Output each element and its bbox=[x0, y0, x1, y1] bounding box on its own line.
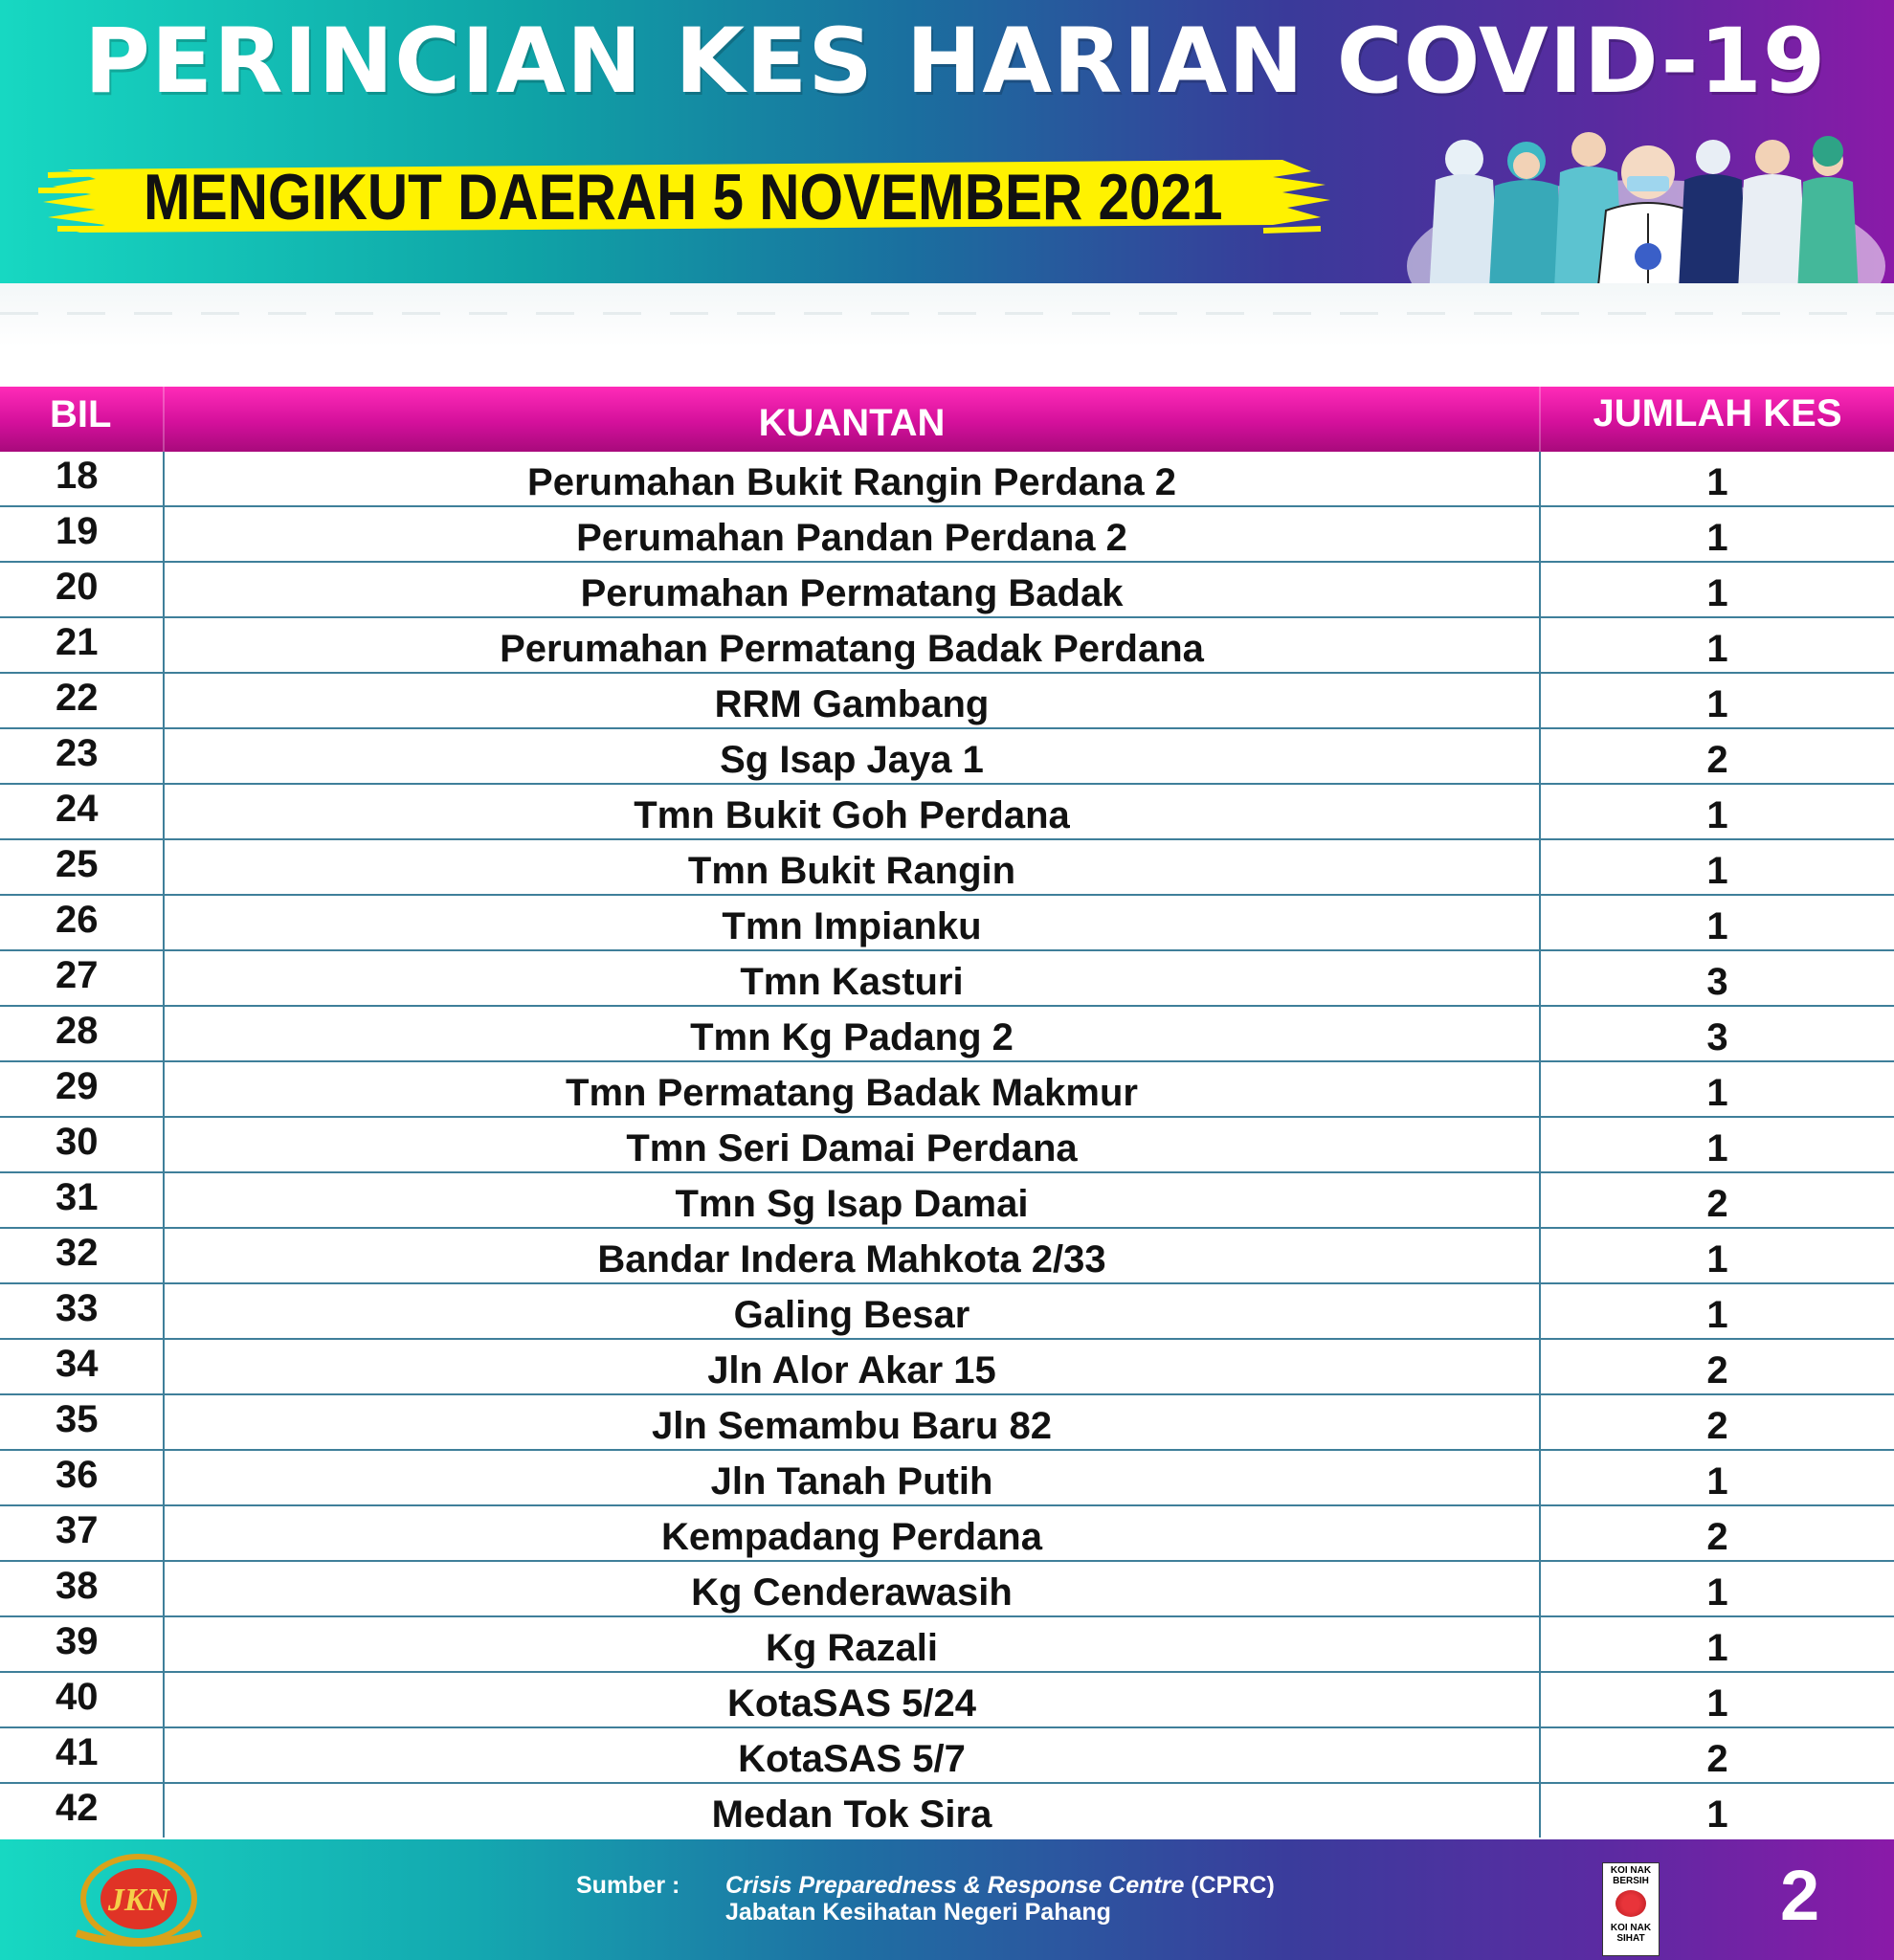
table-row bbox=[0, 1007, 1894, 1062]
row-case-count: 1 bbox=[1706, 1127, 1728, 1169]
row-location: Medan Tok Sira bbox=[163, 1784, 1541, 1838]
row-case-count: 2 bbox=[1706, 1183, 1728, 1225]
badge-top-text: KOI NAK BERSIH bbox=[1610, 1865, 1652, 1886]
row-location: Galing Besar bbox=[163, 1284, 1541, 1338]
table-row bbox=[0, 840, 1894, 896]
table-row bbox=[0, 1562, 1894, 1617]
footer-bar bbox=[0, 1839, 1894, 1960]
row-number: 31 bbox=[56, 1176, 99, 1218]
table-row bbox=[0, 452, 1894, 507]
row-number: 22 bbox=[56, 677, 99, 719]
row-case-count: 3 bbox=[1706, 961, 1728, 1003]
row-location: Perumahan Bukit Rangin Perdana 2 bbox=[163, 452, 1541, 505]
table-row bbox=[0, 1784, 1894, 1839]
table-row bbox=[0, 563, 1894, 618]
row-number: 30 bbox=[56, 1121, 99, 1163]
row-location: Tmn Permatang Badak Makmur bbox=[163, 1062, 1541, 1116]
page-title: PERINCIAN KES HARIAN COVID-19 bbox=[84, 10, 1827, 114]
table-row bbox=[0, 1617, 1894, 1673]
row-location: Perumahan Pandan Perdana 2 bbox=[163, 507, 1541, 561]
row-location: Tmn Bukit Rangin bbox=[163, 840, 1541, 894]
row-location: Perumahan Permatang Badak bbox=[163, 563, 1541, 616]
row-case-count: 2 bbox=[1706, 1516, 1728, 1558]
row-location: Kg Cenderawasih bbox=[163, 1562, 1541, 1615]
row-number: 26 bbox=[56, 899, 99, 941]
row-location: Perumahan Permatang Badak Perdana bbox=[163, 618, 1541, 672]
row-case-count: 1 bbox=[1706, 517, 1728, 559]
row-case-count: 1 bbox=[1706, 1294, 1728, 1336]
row-case-count: 1 bbox=[1706, 1238, 1728, 1281]
row-case-count: 1 bbox=[1706, 572, 1728, 614]
row-case-count: 1 bbox=[1706, 905, 1728, 947]
row-location: Tmn Sg Isap Damai bbox=[163, 1173, 1541, 1227]
table-row bbox=[0, 896, 1894, 951]
table-row bbox=[0, 1284, 1894, 1340]
row-number: 33 bbox=[56, 1287, 99, 1329]
table-row bbox=[0, 618, 1894, 674]
column-header-location: KUANTAN bbox=[163, 387, 1541, 452]
row-location: KotaSAS 5/24 bbox=[163, 1673, 1541, 1726]
row-location: RRM Gambang bbox=[163, 674, 1541, 727]
row-number: 40 bbox=[56, 1676, 99, 1718]
row-case-count: 2 bbox=[1706, 1405, 1728, 1447]
row-number: 37 bbox=[56, 1509, 99, 1551]
row-location: Kempadang Perdana bbox=[163, 1506, 1541, 1560]
row-location: Sg Isap Jaya 1 bbox=[163, 729, 1541, 783]
row-number: 27 bbox=[56, 954, 99, 996]
table-row bbox=[0, 507, 1894, 563]
table-row bbox=[0, 1340, 1894, 1395]
row-number: 36 bbox=[56, 1454, 99, 1496]
row-location: Tmn Kg Padang 2 bbox=[163, 1007, 1541, 1060]
row-number: 32 bbox=[56, 1232, 99, 1274]
page-subtitle: MENGIKUT DAERAH 5 NOVEMBER 2021 bbox=[144, 161, 1223, 234]
healthcare-workers-illustration bbox=[1397, 122, 1885, 283]
table-row bbox=[0, 1062, 1894, 1118]
row-number: 39 bbox=[56, 1620, 99, 1662]
cases-table bbox=[0, 387, 1894, 1839]
row-case-count: 1 bbox=[1706, 850, 1728, 892]
jkn-logo-icon bbox=[57, 1853, 220, 1949]
row-number: 29 bbox=[56, 1065, 99, 1107]
row-case-count: 2 bbox=[1706, 1738, 1728, 1780]
table-row bbox=[0, 674, 1894, 729]
header-banner bbox=[0, 0, 1894, 283]
row-case-count: 1 bbox=[1706, 794, 1728, 836]
page-number: 2 bbox=[1780, 1856, 1820, 1935]
row-case-count: 1 bbox=[1706, 1571, 1728, 1614]
row-case-count: 1 bbox=[1706, 461, 1728, 503]
row-number: 34 bbox=[56, 1343, 99, 1385]
source-label: Sumber : bbox=[576, 1872, 680, 1899]
row-location: Jln Semambu Baru 82 bbox=[163, 1395, 1541, 1449]
row-location: Jln Alor Akar 15 bbox=[163, 1340, 1541, 1393]
table-row bbox=[0, 1229, 1894, 1284]
row-location: Jln Tanah Putih bbox=[163, 1451, 1541, 1504]
row-location: Bandar Indera Mahkota 2/33 bbox=[163, 1229, 1541, 1282]
column-header-bil: BIL bbox=[50, 393, 112, 435]
table-row bbox=[0, 729, 1894, 785]
table-row bbox=[0, 951, 1894, 1007]
row-number: 21 bbox=[56, 621, 99, 663]
heart-icon bbox=[1615, 1890, 1646, 1917]
table-row bbox=[0, 1673, 1894, 1728]
row-location: Kg Razali bbox=[163, 1617, 1541, 1671]
table-row bbox=[0, 785, 1894, 840]
row-number: 41 bbox=[56, 1731, 99, 1773]
logo-text: JKN bbox=[107, 1882, 170, 1918]
row-case-count: 1 bbox=[1706, 1460, 1728, 1503]
table-row bbox=[0, 1395, 1894, 1451]
row-location: Tmn Impianku bbox=[163, 896, 1541, 949]
row-case-count: 1 bbox=[1706, 1072, 1728, 1114]
row-location: Tmn Kasturi bbox=[163, 951, 1541, 1005]
row-case-count: 1 bbox=[1706, 1682, 1728, 1725]
source-organisation bbox=[725, 1872, 1275, 1900]
row-number: 23 bbox=[56, 732, 99, 774]
table-row bbox=[0, 1173, 1894, 1229]
row-number: 18 bbox=[56, 455, 99, 497]
row-location: KotaSAS 5/7 bbox=[163, 1728, 1541, 1782]
row-case-count: 2 bbox=[1706, 739, 1728, 781]
table-row bbox=[0, 1451, 1894, 1506]
source-org-name: Crisis Preparedness & Response Centre bbox=[725, 1872, 1185, 1899]
source-department: Jabatan Kesihatan Negeri Pahang bbox=[725, 1899, 1111, 1926]
row-case-count: 1 bbox=[1706, 683, 1728, 725]
row-case-count: 1 bbox=[1706, 628, 1728, 670]
table-header bbox=[0, 387, 1894, 452]
table-row bbox=[0, 1728, 1894, 1784]
row-number: 42 bbox=[56, 1787, 99, 1829]
source-org-abbr: (CPRC) bbox=[1184, 1872, 1275, 1899]
koi-nak-badge-icon bbox=[1602, 1862, 1660, 1956]
row-case-count: 2 bbox=[1706, 1349, 1728, 1392]
row-case-count: 1 bbox=[1706, 1793, 1728, 1836]
row-location: Tmn Seri Damai Perdana bbox=[163, 1118, 1541, 1171]
row-number: 19 bbox=[56, 510, 99, 552]
column-header-count: JUMLAH KES bbox=[1593, 392, 1842, 434]
row-number: 25 bbox=[56, 843, 99, 885]
row-case-count: 3 bbox=[1706, 1016, 1728, 1058]
table-row bbox=[0, 1506, 1894, 1562]
row-number: 24 bbox=[56, 788, 99, 830]
row-case-count: 1 bbox=[1706, 1627, 1728, 1669]
row-number: 38 bbox=[56, 1565, 99, 1607]
header-divider bbox=[0, 283, 1894, 389]
table-row bbox=[0, 1118, 1894, 1173]
row-number: 28 bbox=[56, 1010, 99, 1052]
row-number: 20 bbox=[56, 566, 99, 608]
badge-bottom-text: KOI NAK SIHAT bbox=[1610, 1923, 1652, 1944]
row-number: 35 bbox=[56, 1398, 99, 1440]
row-location: Tmn Bukit Goh Perdana bbox=[163, 785, 1541, 838]
